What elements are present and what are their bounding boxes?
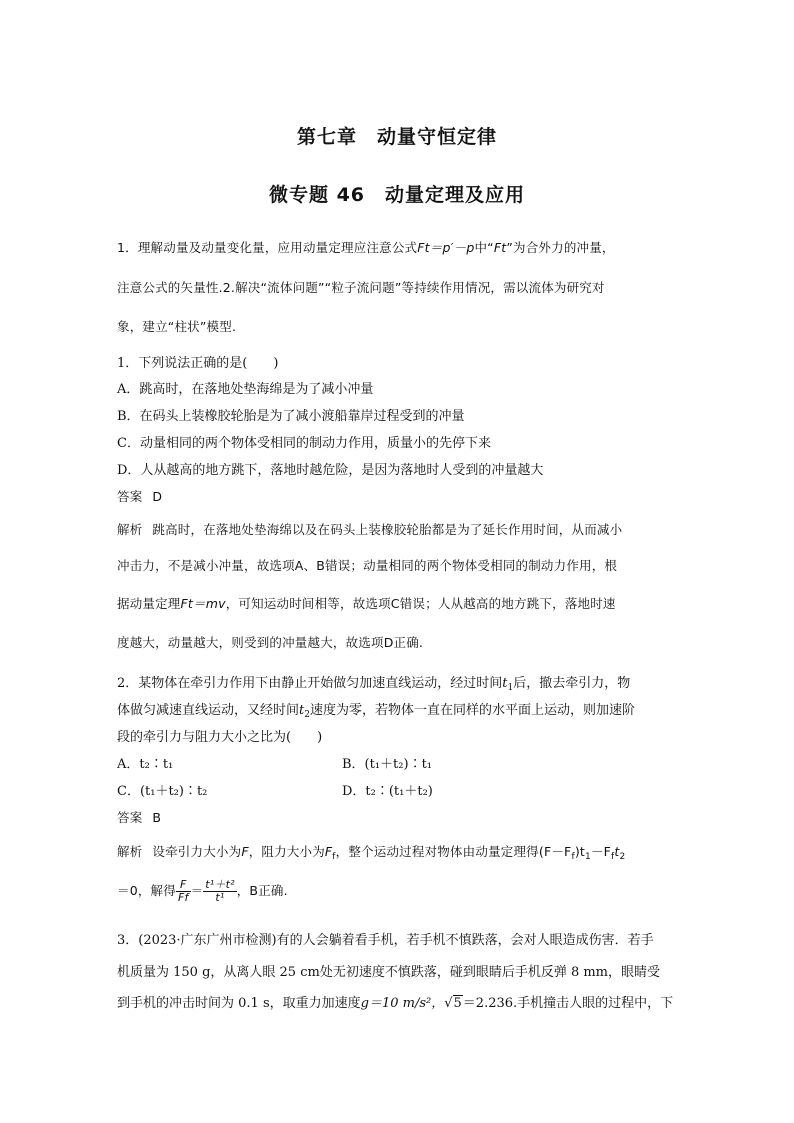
intro-text: 中“ — [474, 240, 494, 255]
q3-text: ＝2.236.手机撞击人眼的过程中，下 — [462, 996, 674, 1011]
intro-ft: Ft — [493, 240, 507, 255]
intro-line-2: 注意公式的矢量性.2.解决“流体问题”“粒子流问题”等持续作用情况，需以流体为研究对 — [117, 280, 605, 295]
intro-text: ”为合外力的冲量， — [506, 240, 615, 255]
q3-text: 到手机的冲击时间为 0.1 s，取重力加速度 — [117, 996, 361, 1011]
analysis-text: 设牵引力大小为 — [152, 844, 242, 859]
q3-line-3 — [117, 992, 677, 1011]
fraction-denominator: t¹ — [215, 891, 225, 904]
fraction-denominator: Ff — [177, 891, 189, 904]
analysis-text: ，B正确. — [236, 883, 288, 898]
q2-text: 2．某物体在牵引力作用下由静止开始做匀加速直线运动，经过时间 — [117, 676, 503, 691]
q2-option-d: D．t₂∶(t₁＋t₂) — [342, 784, 433, 799]
analysis-formula: Ft＝mv — [180, 596, 226, 611]
analysis-sub-f: f — [571, 852, 575, 862]
answer-label: 答案 — [117, 489, 143, 504]
fraction-numerator: t¹＋t² — [205, 878, 235, 891]
q2-text: 后，撤去牵引力，物 — [513, 676, 631, 691]
intro-line-3: 象，建立“柱状”模型. — [117, 319, 237, 334]
q2-analysis-line-2 — [117, 876, 677, 906]
q1-analysis-line-3 — [117, 594, 677, 612]
q2-t1: t — [502, 676, 508, 691]
analysis-Ff-sub: f — [332, 852, 336, 862]
chapter-title: 第七章 动量守恒定律 — [296, 126, 497, 148]
q2-stem-line-1 — [117, 672, 677, 693]
q2-stem-line-2 — [117, 699, 677, 720]
equals-sign: ＝ — [190, 883, 204, 898]
analysis-text: －F — [590, 844, 612, 859]
intro-text: 1．理解动量及动量变化量，应用动量定理应注意公式 — [117, 240, 418, 255]
analysis-text: ＝0，解得 — [117, 883, 176, 898]
analysis-text: 据动量定理 — [117, 596, 181, 611]
q2-t1-sub: 1 — [507, 683, 514, 693]
analysis-text: )t — [574, 844, 585, 859]
q2-t2: t — [299, 703, 305, 718]
answer-value: D — [152, 489, 163, 504]
analysis-text: ，阻力大小为 — [248, 844, 325, 859]
q3-line-1: 3．(2023·广东广州市检测)有的人会躺着看手机，若手机不慎跌落，会对人眼造成伤害．若手 — [117, 933, 654, 948]
q1-stem: 1．下列说法正确的是( ) — [117, 356, 279, 371]
q2-option-b: B．(t₁＋t₂)∶t₁ — [342, 757, 433, 772]
sqrt-radicand: 5 — [453, 996, 462, 1011]
fraction-numerator: F — [176, 879, 191, 892]
analysis-text: ，整个运动过程对物体由动量定理得(F－F — [335, 844, 572, 859]
answer-value: B — [152, 810, 162, 825]
analysis-sub-2: 2 — [619, 852, 626, 862]
q2-text: 速度为零，若物体一直在同样的水平面上运动，则加速阶 — [309, 703, 635, 718]
q1-answer — [117, 487, 677, 505]
sqrt-symbol: √5 — [444, 996, 462, 1011]
q2-option-c: C．(t₁＋t₂)∶t₂ — [117, 784, 208, 799]
q1-option-c: C．动量相同的两个物体受相同的制动力作用，质量小的先停下来 — [117, 436, 491, 451]
analysis-Ff: F — [324, 844, 333, 859]
analysis-sub-f2: f — [611, 852, 615, 862]
answer-label: 答案 — [117, 810, 143, 825]
analysis-F: F — [241, 844, 249, 859]
analysis-label: 解析 — [117, 522, 143, 537]
q2-stem-line-3: 段的牵引力与阻力大小之比为( ) — [117, 730, 323, 745]
q2-analysis-line-1 — [117, 842, 677, 862]
topic-title: 微专题 46 动量定理及应用 — [268, 184, 526, 206]
analysis-text: ，可知运动时间相等，故选项C错误；人从越高的地方跳下，落地时速 — [225, 596, 616, 611]
q2-answer — [117, 808, 677, 826]
q3-g: g＝10 m/s²， — [360, 996, 445, 1011]
intro-line-1 — [117, 238, 677, 256]
analysis-label: 解析 — [117, 844, 143, 859]
analysis-text: 跳高时，在落地处垫海绵以及在码头上装橡胶轮胎都是为了延长作用时间，从而减小 — [152, 522, 623, 537]
q1-option-b: B．在码头上装橡胶轮胎是为了减小渡船靠岸过程受到的冲量 — [117, 409, 465, 424]
analysis-text: t — [614, 844, 620, 859]
fraction-f-over-ff — [176, 879, 191, 904]
q2-option-a: A．t₂∶t₁ — [117, 757, 174, 772]
intro-formula: Ft＝p′－p — [417, 240, 475, 255]
fraction-t-sum — [203, 879, 236, 904]
q1-analysis-line-4: 度越大，动量越大，则受到的冲量越大，故选项D正确. — [117, 635, 424, 650]
q3-line-2: 机质量为 150 g，从离人眼 25 cm处无初速度不慎跌落，碰到眼睛后手机反弹 8 mm，眼睛受 — [117, 965, 661, 980]
q1-option-a: A．跳高时，在落地处垫海绵是为了减小冲量 — [117, 382, 374, 397]
q1-option-d: D．人从越高的地方跳下，落地时越危险，是因为落地时人受到的冲量越大 — [117, 463, 544, 478]
q1-analysis-line-2: 冲击力，不是减小冲量，故选项A、B错误；动量相同的两个物体受相同的制动力作用，根 — [117, 558, 618, 573]
analysis-sub-1: 1 — [585, 852, 591, 862]
q2-t2-sub: 2 — [304, 710, 310, 720]
q1-analysis-line-1 — [117, 520, 677, 538]
q2-text: 体做匀减速直线运动，又经时间 — [117, 703, 300, 718]
